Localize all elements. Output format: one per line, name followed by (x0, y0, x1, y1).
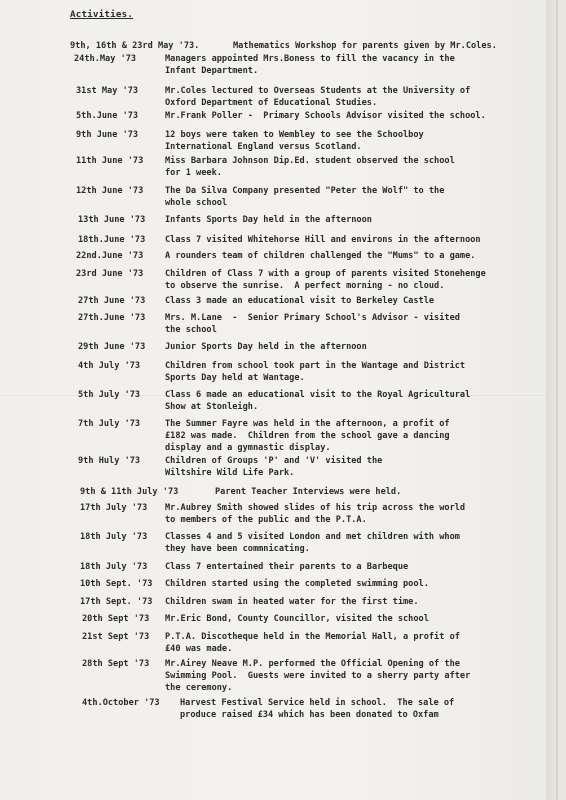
activity-description-line: Children from school took part in the Wantage and District (165, 361, 466, 371)
activity-entry (82, 697, 556, 721)
activity-description-line: Oxford Department of Educational Studies. (165, 98, 378, 108)
page-heading: Activities. (70, 9, 134, 20)
activity-date: 5th July '73 (78, 390, 141, 400)
activity-entry (78, 234, 556, 246)
activity-description-line: Managers appointed Mrs.Boness to fill the vacancy in the (165, 54, 455, 64)
activity-date: 28th Sept '73 (82, 659, 150, 669)
activity-date: 24th.May '73 (74, 54, 137, 64)
activity-entry (70, 40, 556, 52)
activity-description-line: they have been commnicating. (165, 544, 310, 554)
activity-entry (80, 596, 556, 608)
activity-entry (74, 53, 556, 77)
activity-description-line: Mr.Airey Neave M.P. performed the Official Opening of the (165, 659, 460, 669)
activity-description-line: Children of Groups 'P' and 'V' visited the (165, 456, 383, 466)
activity-description-line: The Da Silva Company presented "Peter the Wolf" to the (165, 186, 445, 196)
activity-date: 21st Sept '73 (82, 632, 150, 642)
activity-entry (76, 110, 556, 122)
activity-entry (76, 85, 556, 109)
activity-description-line: Sports Day held at Wantage. (165, 373, 305, 383)
activity-entry (80, 531, 556, 555)
activity-description-line: Mr.Coles lectured to Overseas Students at the University of (165, 86, 471, 96)
activity-description-line: 12 boys were taken to Wembley to see the Schoolboy (165, 130, 424, 140)
activity-description-line: £182 was made. Children from the school gave a dancing (165, 431, 450, 441)
activity-date: 11th June '73 (76, 156, 144, 166)
activity-description-line: Infants Sports Day held in the afternoon (165, 215, 372, 225)
activity-date: 20th Sept '73 (82, 614, 150, 624)
activity-entry (76, 185, 556, 209)
activity-entry (82, 658, 556, 694)
activity-date: 9th June '73 (76, 130, 139, 140)
activity-description-line: Class 3 made an educational visit to Berkeley Castle (165, 296, 435, 306)
activity-description-line: for 1 week. (165, 168, 222, 178)
activity-description-line: Mr.Frank Poller - Primary Schools Advisor visited the school. (165, 111, 486, 121)
paper-edge (546, 0, 556, 800)
activity-date: 27th.June '73 (78, 313, 146, 323)
activity-date: 13th June '73 (78, 215, 146, 225)
activity-entry (82, 631, 556, 655)
activity-description-line: Harvest Festival Service held in school. The sale of (180, 698, 455, 708)
activity-date: 29th June '73 (78, 342, 146, 352)
activity-description-line: £40 was made. (165, 644, 233, 654)
activity-description-line: Children of Class 7 with a group of parents visited Stonehenge (165, 269, 486, 279)
activity-description-line: to members of the public and the P.T.A. (165, 515, 367, 525)
activity-date: 18th July '73 (80, 562, 148, 572)
activity-description-line: Show at Stonleigh. (165, 402, 259, 412)
activity-description-line: A rounders team of children challenged the "Mums" to a game. (165, 251, 476, 261)
activity-date: 9th & 11th July '73 (80, 487, 179, 497)
activity-description-line: Mr.Eric Bond, County Councillor, visited the school (165, 614, 429, 624)
activity-entry (78, 360, 556, 384)
activity-description-line: Mathematics Workshop for parents given by Mr.Coles. (233, 41, 497, 51)
activity-date: 4th.October '73 (82, 698, 160, 708)
activity-entry (82, 613, 556, 625)
activity-description-line: Mrs. M.Lane - Senior Primary School's Advisor - visited (165, 313, 460, 323)
activity-entry (76, 268, 556, 292)
activity-description-line: Mr.Aubrey Smith showed slides of his trip across the world (165, 503, 466, 513)
activity-date: 17th Sept. '73 (80, 597, 153, 607)
activity-entry (78, 295, 556, 307)
activity-entry (76, 129, 556, 153)
activity-date: 18th.June '73 (78, 235, 146, 245)
activity-entry (78, 389, 556, 413)
activity-description-line: International England versus Scotland. (165, 142, 362, 152)
activity-description-line: Infant Department. (165, 66, 259, 76)
activity-date: 23rd June '73 (76, 269, 144, 279)
activity-entry (78, 418, 556, 454)
activity-description-line: Children started using the completed swimming pool. (165, 579, 429, 589)
activity-entry (80, 561, 556, 573)
activity-entry (78, 341, 556, 353)
activity-date: 7th July '73 (78, 419, 141, 429)
activity-date: 5th.June '73 (76, 111, 139, 121)
activity-entry (78, 312, 556, 336)
activity-date: 9th Huly '73 (78, 456, 141, 466)
activity-description-line: the ceremony. (165, 683, 233, 693)
activity-description-line: Class 7 entertained their parents to a Barbeque (165, 562, 409, 572)
activity-description-line: Wiltshire Wild Life Park. (165, 468, 295, 478)
activity-description-line: display and a gymnastic display. (165, 443, 331, 453)
activity-description-line: Miss Barbara Johnson Dip.Ed. student observed the school (165, 156, 455, 166)
activity-date: 10th Sept. '73 (80, 579, 153, 589)
activity-entry (78, 214, 556, 226)
activity-entry (76, 155, 556, 179)
activity-description-line: Parent Teacher Interviews were held. (215, 487, 402, 497)
activity-date: 18th July '73 (80, 532, 148, 542)
activity-description-line: Children swam in heated water for the first time. (165, 597, 419, 607)
activity-date: 31st May '73 (76, 86, 139, 96)
activity-entry (76, 250, 556, 262)
activity-entry (80, 502, 556, 526)
activity-description-line: to observe the sunrise. A perfect morning - no cloud. (165, 281, 445, 291)
activity-date: 27th June '73 (78, 296, 146, 306)
activity-date: 22nd.June '73 (76, 251, 144, 261)
activity-entry (80, 578, 556, 590)
activity-description-line: P.T.A. Discotheque held in the Memorial Hall, a profit of (165, 632, 460, 642)
activity-description-line: Junior Sports Day held in the afternoon (165, 342, 367, 352)
activity-date: 17th July '73 (80, 503, 148, 513)
activity-entry (78, 455, 556, 479)
paper-fold (0, 395, 556, 396)
activity-entry (80, 486, 556, 498)
activity-description-line: Swimming Pool. Guests were invited to a sherry party after (165, 671, 471, 681)
activity-description-line: Class 7 visited Whitehorse Hill and environs in the afternoon (165, 235, 481, 245)
activity-description-line: Class 6 made an educational visit to the Royal Agricultural (165, 390, 471, 400)
activity-description-line: The Summer Fayre was held in the afternoon, a profit of (165, 419, 450, 429)
activity-date: 12th June '73 (76, 186, 144, 196)
activity-date: 9th, 16th & 23rd May '73. (70, 41, 200, 51)
activity-description-line: whole school (165, 198, 228, 208)
activity-description-line: Classes 4 and 5 visited London and met children with whom (165, 532, 460, 542)
activity-date: 4th July '73 (78, 361, 141, 371)
activity-description-line: the school (165, 325, 217, 335)
activity-description-line: produce raised £34 which has been donated to Oxfam (180, 710, 439, 720)
